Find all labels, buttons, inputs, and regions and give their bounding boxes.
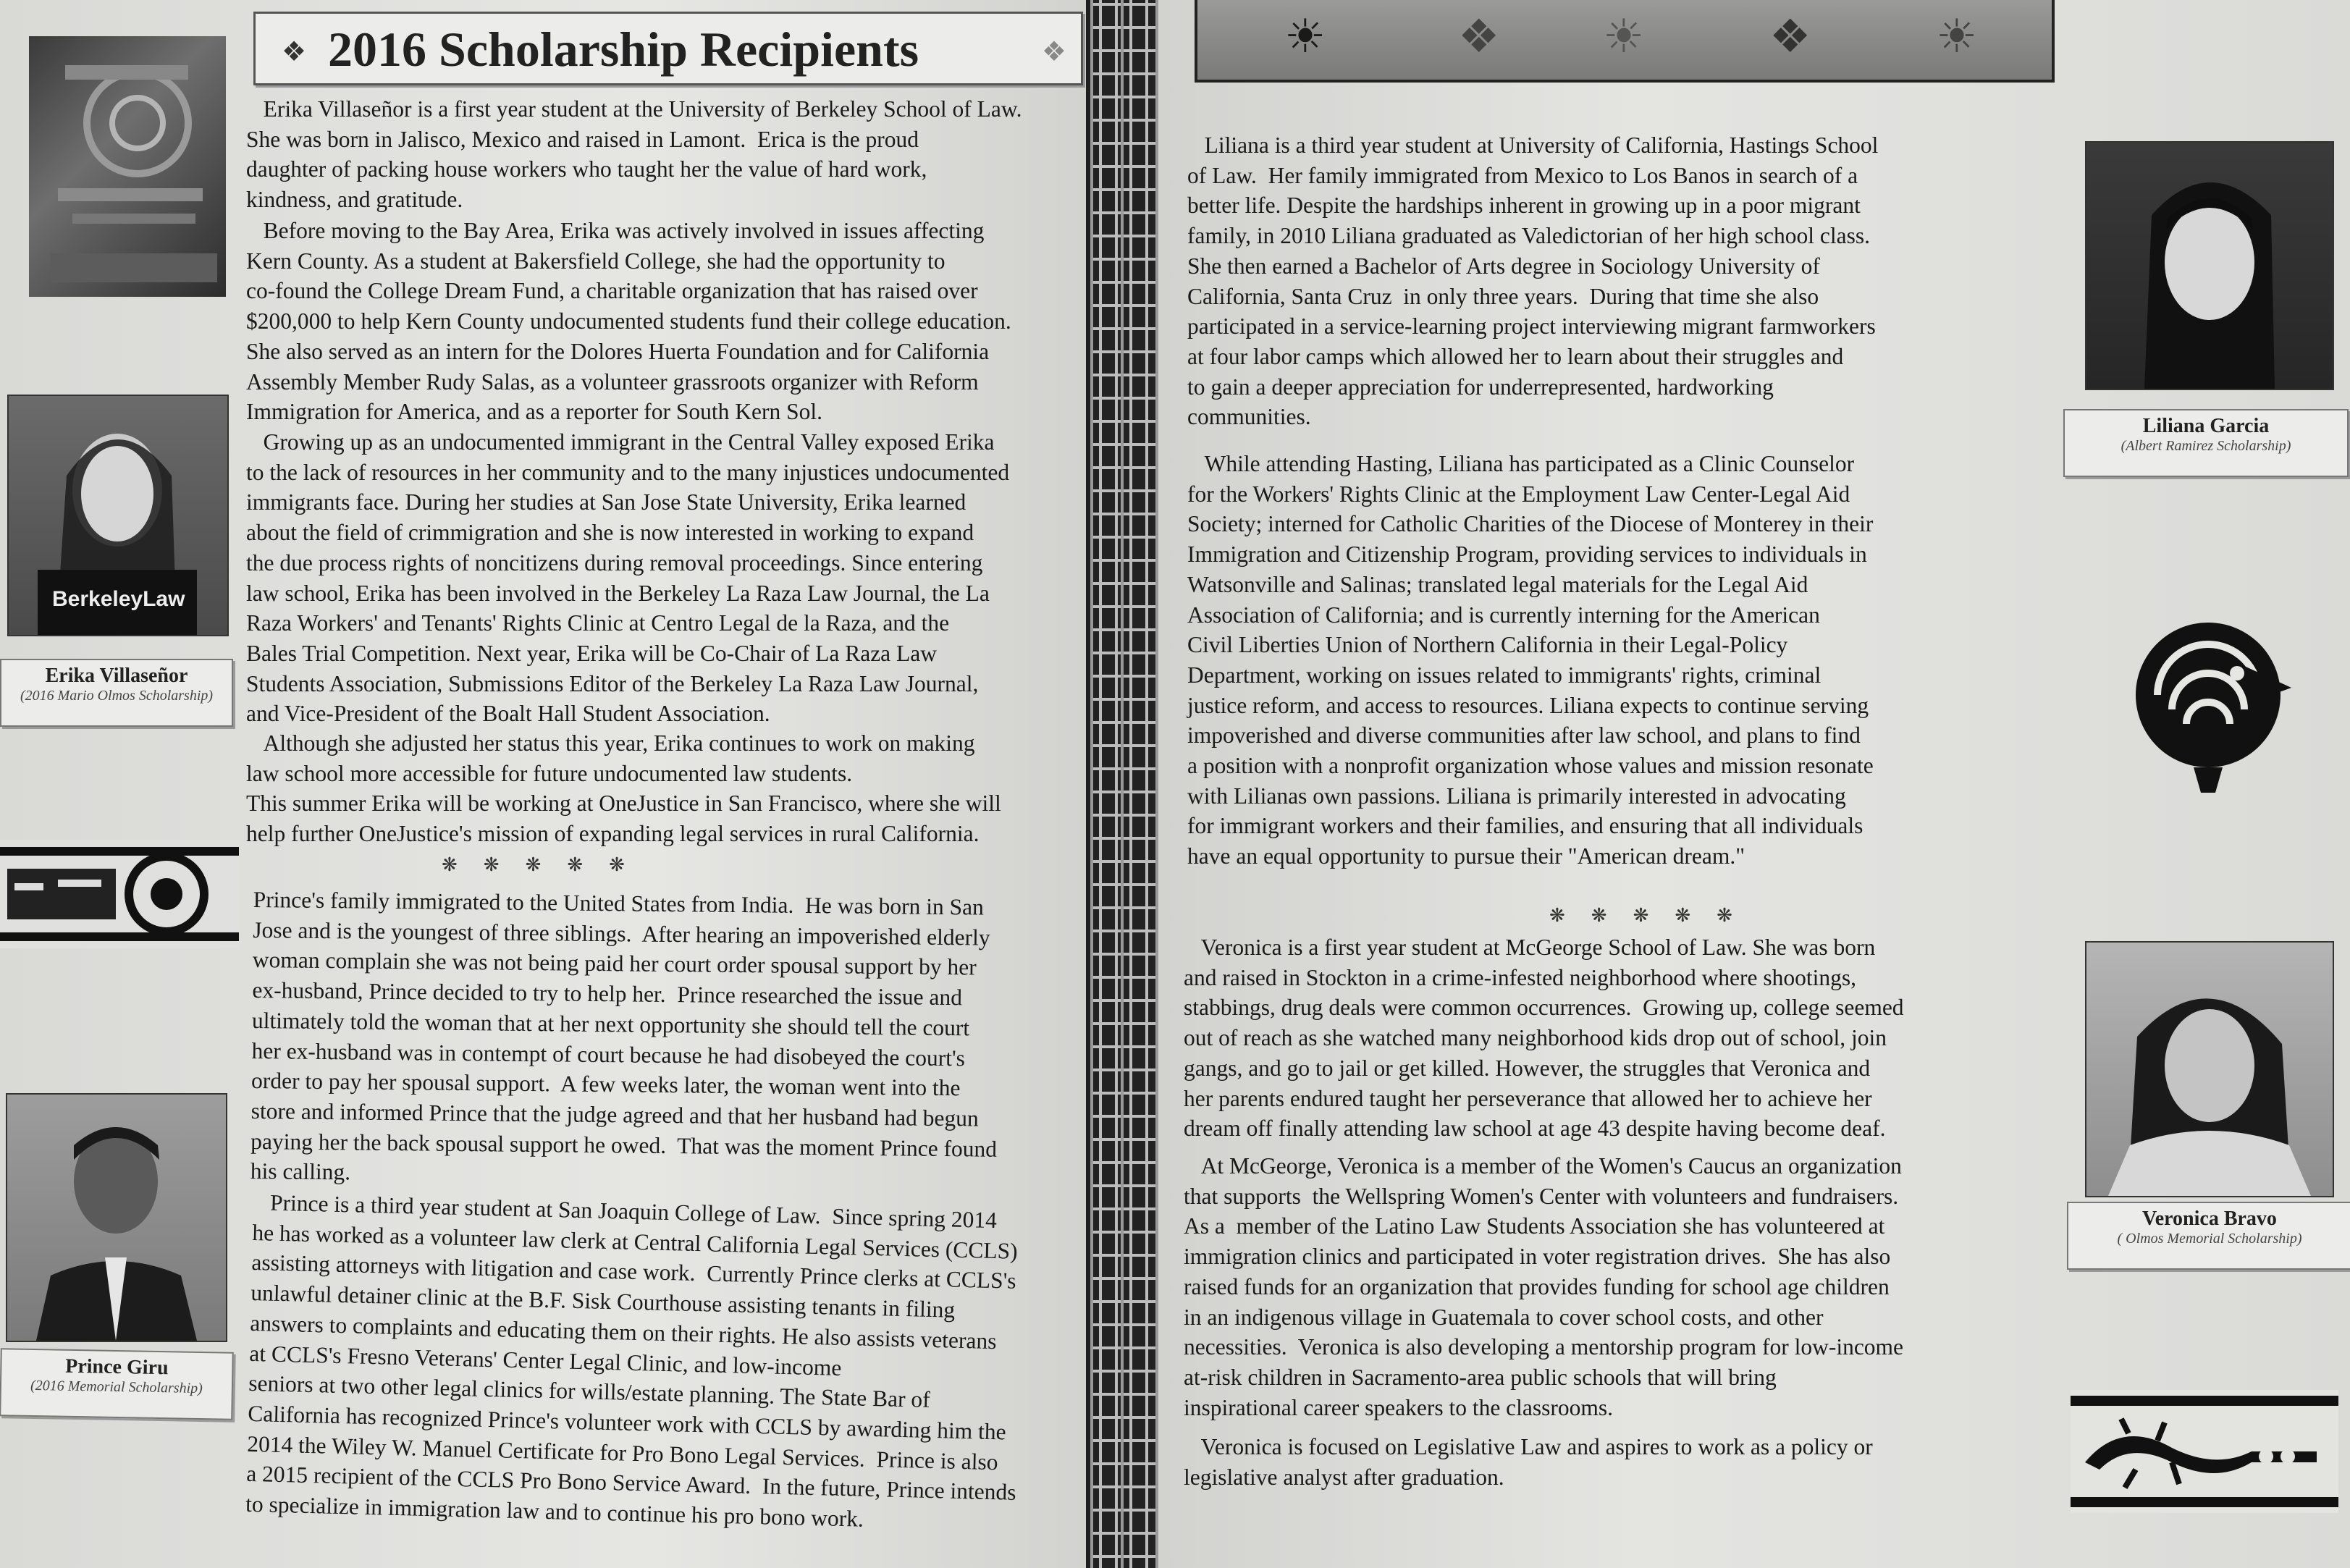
title-banner — [253, 12, 1083, 85]
liliana-award: (Albert Ramirez Scholarship) — [2121, 438, 2291, 454]
person-portrait-icon — [2086, 143, 2333, 389]
person-portrait-icon — [9, 396, 227, 635]
veronica-award: ( Olmos Memorial Scholarship) — [2117, 1231, 2302, 1247]
aztec-face-icon — [29, 36, 226, 297]
aztec-bird-icon — [0, 840, 239, 948]
prince-paragraph-1: Prince's family immigrated to the United States from India. He was born in San Jose and is the youngest of three siblings. After hearing an impoverished elderly woman complain she was not being paid her court order spousal support by her ex-husband, Prince decided to try to help her. Prince researched the issue and ultimately told the woman that at her next opportunity she should tell the court her ex-husband was in contempt of court because he had disobeyed the court's order to pay her spousal support. A few weeks later, the woman went into the store and informed Prince that the judge agreed and that her husband had begun paying her the back spousal support he owed. That was the moment Prince found his calling. — [250, 886, 998, 1185]
diamond-cluster-icon: ❖ — [282, 37, 307, 67]
veronica-paragraph-3: Veronica is focused on Legislative Law and aspires to work as a policy or legislative analyst after graduation. — [1184, 1434, 1873, 1490]
veronica-caption — [2067, 1202, 2350, 1270]
erika-paragraph-4: Although she adjusted her status this year, Erika continues to work on making law school more accessible for future undocumented law students. This summer Erika will be working at OneJustice in San Francisco, where she will help further OneJustice's mission of expanding legal services in rural California. — [246, 730, 1001, 847]
veronica-paragraph-1: Veronica is a first year student at McGeorge School of Law. She was born and raised in Stockton in a crime-infested neighborhood where shootings, stabbings, drug deals were common occurrences. Growing up, college seemed out of reach as she watched many neighborhood kids drop out of school, join gangs, and go to jail or get killed. However, the struggles that Veronica and her parents endured taught her perseverance that allowed her to achieve her dream off finally attending law school at age 43 despite having become deaf. — [1184, 935, 1904, 1142]
erika-paragraph-1: Erika Villaseñor is a first year student at the University of Berkeley School of Law. She was born in Jalisco, Mexico and raised in Lamont. Erica is the proud daughter of packing house workers who taught her the value of hard work, kindness, and gratitude. — [246, 96, 1022, 213]
diamond-cluster-icon: ❖ — [1458, 11, 1500, 62]
erika-award: (2016 Mario Olmos Scholarship) — [20, 688, 214, 704]
sun-icon: ☀ — [1284, 11, 1326, 62]
prince-photo — [6, 1093, 227, 1342]
section-separator: ❋❋❋❋❋ — [1549, 905, 1759, 926]
liliana-paragraph-1: Liliana is a third year student at University of California, Hastings School of Law. Her family immigrated from Mexico to Los Banos in search of a better life. Despite the hardships inherent in growing up in a poor migrant family, in 2010 Liliana graduated as Valedictorian of her high school class. She then earned a Bachelor of Arts degree in Sociology University of California, Santa Cruz in only three years. During that time she also participated in a service-learning project interviewing migrant farmworkers at four labor camps which allowed her to learn about their struggles and to gain a deeper appreciation for underrepresented, hardworking communities. — [1187, 132, 1879, 430]
veronica-photo — [2085, 941, 2334, 1197]
liliana-photo — [2085, 141, 2334, 390]
prince-caption — [0, 1348, 234, 1420]
erika-photo — [7, 395, 229, 636]
shirt-text: BerkeleyLaw — [52, 587, 185, 611]
liliana-caption — [2063, 409, 2349, 477]
sun-icon: ☀ — [1603, 11, 1645, 62]
aztec-lizard-band-image — [2071, 1390, 2338, 1513]
meander-border — [1121, 0, 1158, 1568]
top-ornament-banner — [1195, 0, 2055, 83]
section-separator: ❋❋❋❋❋ — [442, 854, 651, 875]
sun-icon: ☀ — [1936, 11, 1978, 62]
liliana-paragraph-2: While attending Hasting, Liliana has participated as a Clinic Counselor for the Workers' Rights Clinic at the Employment Law Center-Legal Aid Society; interned for Catholic Charities of the Diocese of Monterey in their Immigration and Citizenship Program, providing services to individuals in Watsonville and Salinas; translated legal materials for the Legal Aid Association of California; and is currently interning for the American Civil Liberties Union of Northern California in their Legal-Policy Department, working on issues related to immigrants' rights, criminal justice reform, and access to resources. Liliana expects to continue serving impoverished and diverse communities after law school, and plans to find a position with a nonprofit organization whose values and mission resonate with Lilianas own passions. Liliana is primarily interested in advocating for immigrant workers and their families, and ensuring that all individuals have an equal opportunity to pursue their "American dream." — [1187, 451, 1874, 869]
eagle-icon — [2128, 601, 2295, 796]
prince-paragraph-2: Prince is a third year student at San Joaquin College of Law. Since spring 2014 he has worked as a volunteer law clerk at Central California Legal Services (CCLS) assisting attorneys with litigation and case work. Currently Prince clerks at CCLS's unlawful detainer clinic at the B.F. Sisk Courthouse assisting tenants in filing answers to complaints and educating them on their rights. He also assists veterans at CCLS's Fresno Veterans' Center Legal Clinic, and low-income seniors at two other legal clinics for wills/estate planning. The State Bar of California has recognized Prince's volunteer work with CCLS by awarding him the 2014 the Wiley W. Manuel Certificate for Pro Bono Legal Services. Prince is also a 2015 recipient of the CCLS Pro Bono Service Award. In the future, Prince intends to specialize in immigration law and to continue his pro bono work. — [245, 1189, 1019, 1532]
erika-paragraph-3: Growing up as an undocumented immigrant in the Central Valley exposed Erika to the lack of resources in her community and to the many injustices undocumented immigrants face. During her studies at San Jose State University, Erika learned about the field of crimmigration and she is now interested in working to expand the due process rights of noncitizens during removal proceedings. Since entering law school, Erika has been involved in the Berkeley La Raza Law Journal, the La Raza Workers' and Tenants' Rights Clinic at Centro Legal de la Raza, and the Bales Trial Competition. Next year, Erika will be Co-Chair of La Raza Law Students Association, Submissions Editor of the Berkeley La Raza Law Journal, and Vice-President of the Boalt Hall Student Association. — [246, 429, 1010, 727]
erika-name: Erika Villaseñor — [45, 665, 188, 687]
prince-name: Prince Giru — [64, 1354, 169, 1380]
erika-paragraph-2: Before moving to the Bay Area, Erika was actively involved in issues affecting Kern County. As a student at Bakersfield College, she had the opportunity to co-found the College Dream Fund, a charitable organization that has raised over $200,000 to help Kern County undocumented students fund their college education. She also served as an intern for the Dolores Huerta Foundation and for California Assembly Member Rudy Salas, as a volunteer grassroots organizer with Reform Immigration for America, and as a reporter for South Kern Sol. — [246, 218, 1011, 425]
veronica-name: Veronica Bravo — [2142, 1207, 2277, 1230]
page-title: 2016 Scholarship Recipients — [328, 22, 919, 77]
veronica-paragraph-2: At McGeorge, Veronica is a member of the Women's Caucus an organization that supports the Wellspring Women's Center with volunteers and fundraisers. As a member of the Latino Law Students Association she has volunteered at immigration clinics and participated in voter registration drives. She has also raised funds for an organization that provides funding for school age children in an indigenous village in Guatemala to cover school costs, and other necessities. Veronica is also developing a mentorship program for low-income at-risk children in Sacramento-area public schools that will bring inspirational career speakers to the classrooms. — [1184, 1153, 1904, 1420]
aztec-band-image — [0, 840, 239, 948]
erika-caption — [0, 659, 233, 727]
person-portrait-icon — [7, 1095, 226, 1341]
diamond-cluster-icon: ❖ — [1041, 37, 1066, 67]
prince-award: (2016 Memorial Scholarship) — [30, 1377, 203, 1397]
aztec-sculpture-image — [29, 36, 226, 297]
liliana-name: Liliana Garcia — [2142, 415, 2270, 437]
diamond-cluster-icon: ❖ — [1769, 11, 1811, 62]
left-page — [0, 0, 1086, 1568]
lizard-icon — [2071, 1390, 2338, 1513]
person-portrait-icon — [2086, 943, 2333, 1196]
aztec-eagle-image — [2128, 601, 2295, 796]
